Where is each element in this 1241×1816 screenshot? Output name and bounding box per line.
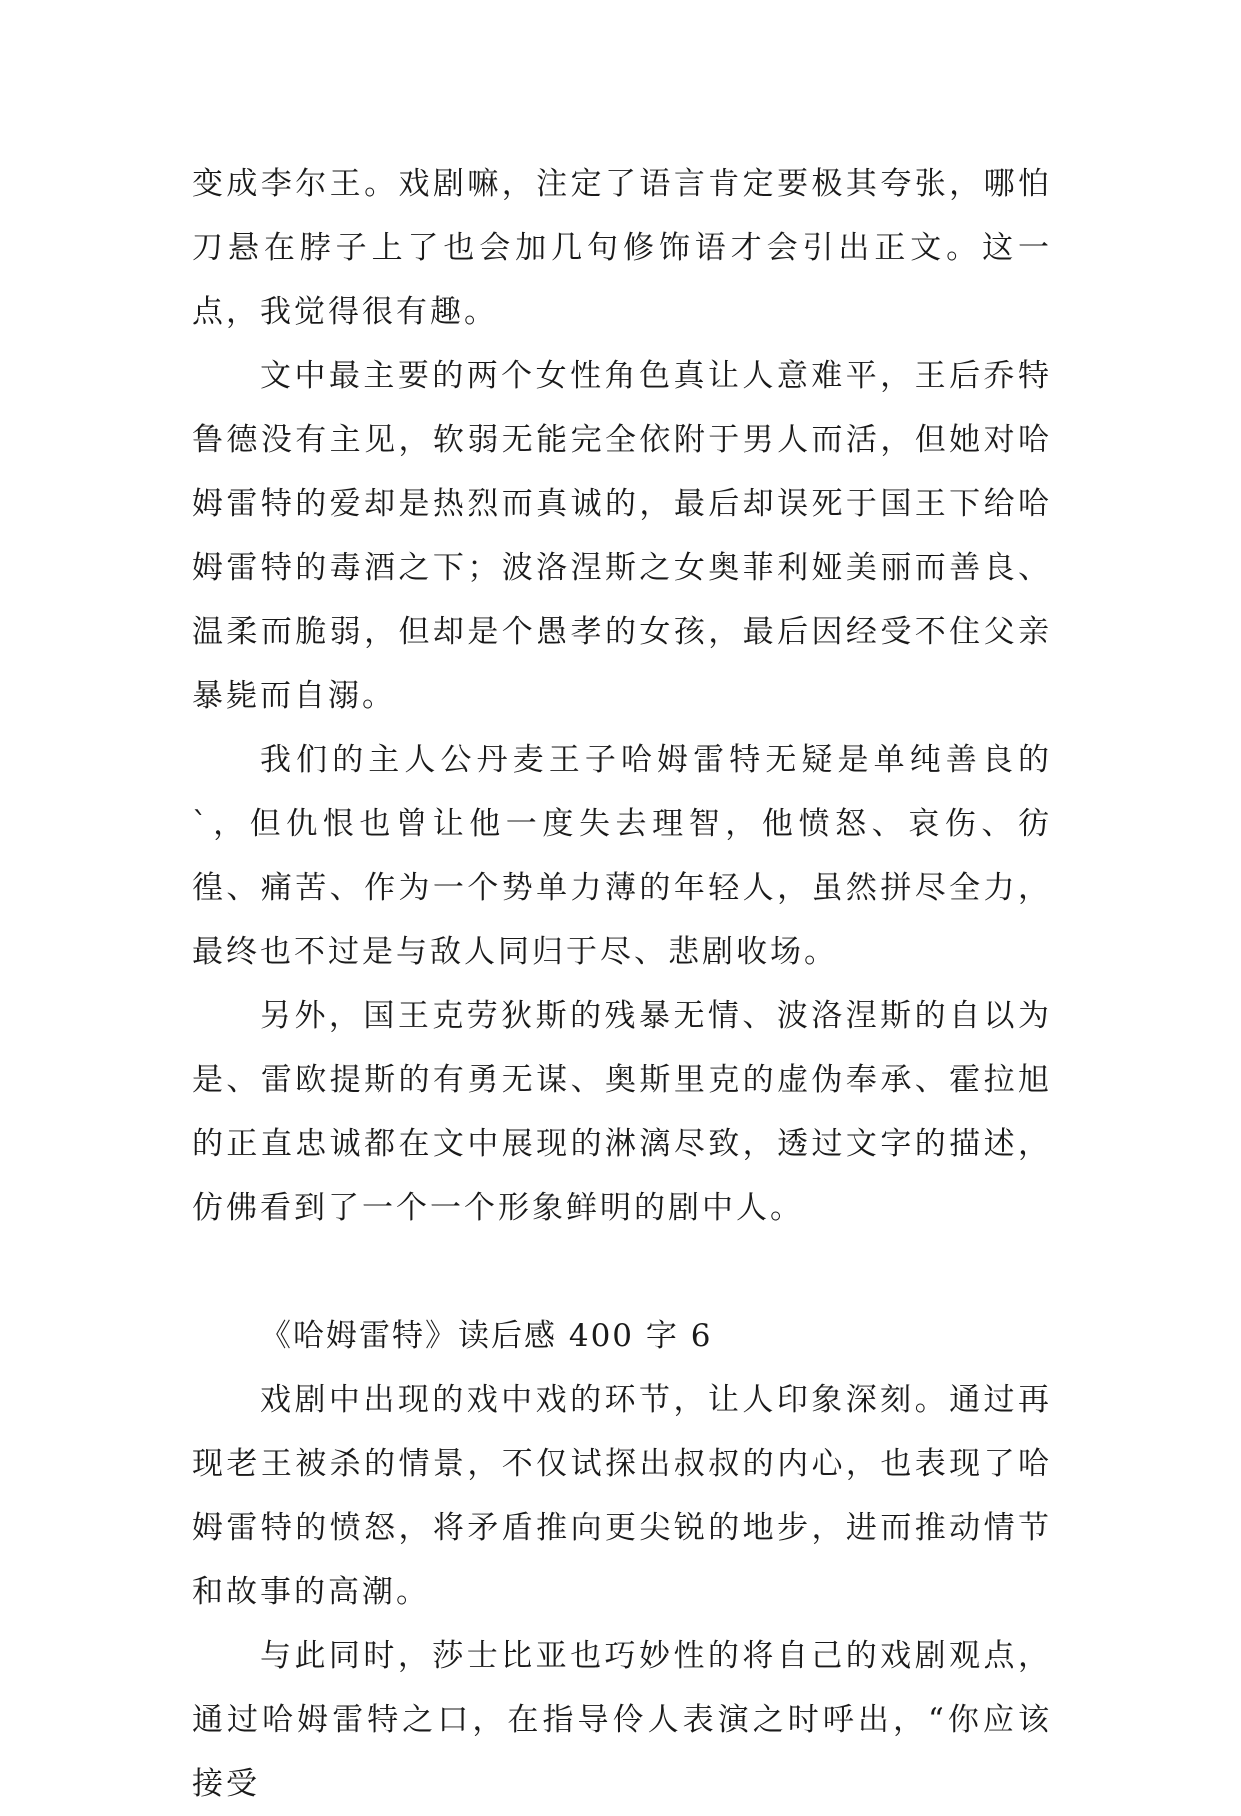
document-body — [192, 152, 1052, 1816]
section-spacer — [192, 1240, 1052, 1304]
paragraph-6: 与此同时，莎士比亚也巧妙性的将自己的戏剧观点，通过哈姆雷特之口，在指导伶人表演之时呼出，“你应该接受 — [192, 1638, 1052, 1802]
paragraph-2: 文中最主要的两个女性角色真让人意难平，王后乔特鲁德没有主见，软弱无能完全依附于男人而活，但她对哈姆雷特的爱却是热烈而真诚的，最后却误死于国王下给哈姆雷特的毒酒之下；波洛涅斯之女奥菲利娅美丽而善良、温柔而脆弱，但却是个愚孝的女孩，最后因经受不住父亲暴毙而自溺。 — [192, 358, 1052, 714]
paragraph-5: 戏剧中出现的戏中戏的环节，让人印象深刻。通过再现老王被杀的情景，不仅试探出叔叔的内心，也表现了哈姆雷特的愤怒，将矛盾推向更尖锐的地步，进而推动情节和故事的高潮。 — [192, 1382, 1052, 1610]
paragraph-4: 另外，国王克劳狄斯的残暴无情、波洛涅斯的自以为是、雷欧提斯的有勇无谋、奥斯里克的虚伪奉承、霍拉旭的正直忠诚都在文中展现的淋漓尽致，透过文字的描述，仿佛看到了一个一个形象鲜明的剧中人。 — [192, 998, 1052, 1226]
paragraph-3: 我们的主人公丹麦王子哈姆雷特无疑是单纯善良的`，但仇恨也曾让他一度失去理智，他愤怒、哀伤、彷徨、痛苦、作为一个势单力薄的年轻人，虽然拼尽全力，最终也不过是与敌人同归于尽、悲剧收场。 — [192, 742, 1052, 970]
paragraph-1: 变成李尔王。戏剧嘛，注定了语言肯定要极其夸张，哪怕刀悬在脖子上了也会加几句修饰语才会引出正文。这一点，我觉得很有趣。 — [192, 166, 1052, 330]
section-heading: 《哈姆雷特》读后感 400 字 6 — [260, 1318, 713, 1354]
